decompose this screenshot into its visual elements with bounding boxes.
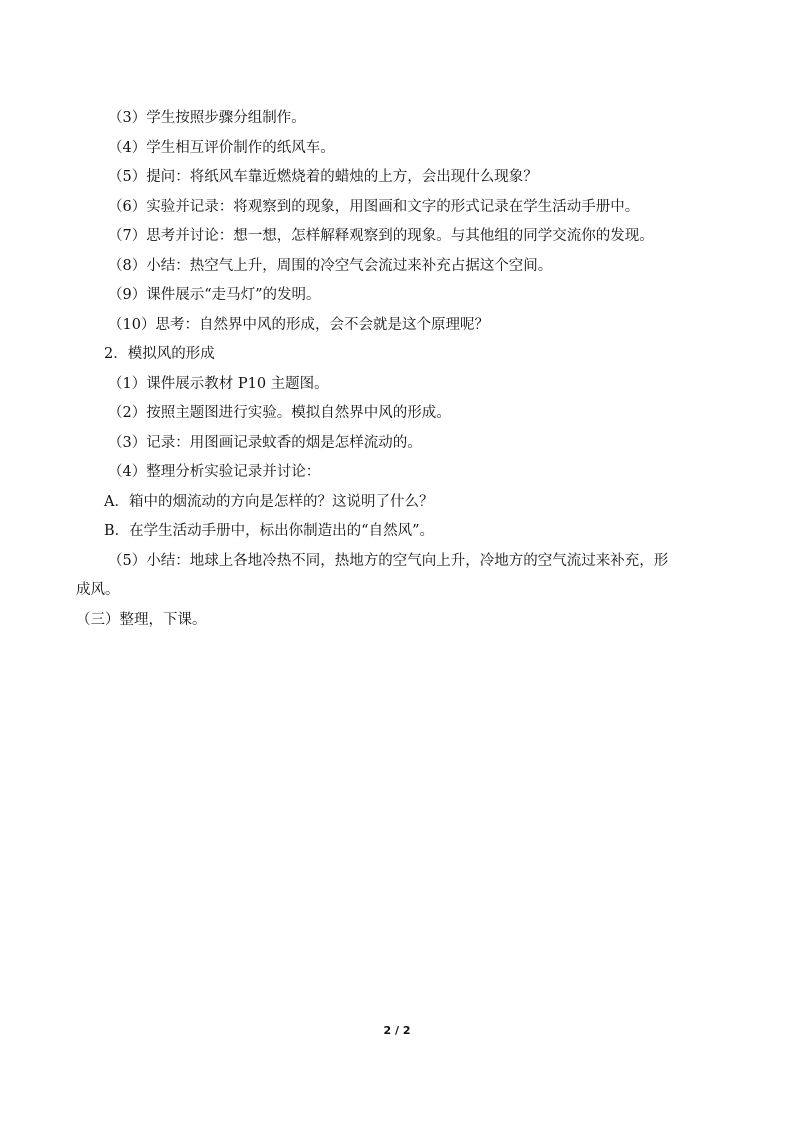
paragraph-step-7: （7）思考并讨论：想一想，怎样解释观察到的现象。与其他组的同学交流你的发现。 — [108, 228, 654, 244]
paragraph-sub-4: （4）整理分析实验记录并讨论： — [108, 464, 321, 480]
paragraph-item-a: A．箱中的烟流动的方向是怎样的？这说明了什么？ — [104, 493, 434, 510]
paragraph-sub-5-continued: 成风。 — [76, 582, 120, 598]
paragraph-step-8: （8）小结：热空气上升，周围的冷空气会流过来补充占据这个空间。 — [108, 257, 553, 274]
document-body — [76, 104, 726, 635]
paragraph-step-3: （3）学生按照步骤分组制作。 — [108, 110, 306, 126]
paragraph-sub-1: （1）课件展示教材 P10 主题图。 — [108, 375, 329, 392]
paragraph-item-b: B．在学生活动手册中，标出你制造出的“自然风”。 — [104, 523, 434, 539]
paragraph-step-9: （9）课件展示“走马灯”的发明。 — [108, 287, 321, 303]
section-heading-3: （三）整理，下课。 — [76, 611, 207, 628]
paragraph-sub-2: （2）按照主题图进行实验。模拟自然界中风的形成。 — [108, 405, 451, 421]
paragraph-step-5: （5）提问：将纸风车靠近燃烧着的蜡烛的上方，会出现什么现象？ — [108, 169, 538, 185]
paragraph-sub-5: （5）小结：地球上各地冷热不同，热地方的空气向上升，冷地方的空气流过来补充，形 — [108, 552, 669, 569]
paragraph-step-10: （10）思考：自然界中风的形成，会不会就是这个原理呢？ — [108, 316, 489, 333]
page-number: 2 / 2 — [383, 1024, 411, 1037]
paragraph-step-6: （6）实验并记录：将观察到的现象，用图画和文字的形式记录在学生活动手册中。 — [108, 198, 640, 215]
paragraph-step-4: （4）学生相互评价制作的纸风车。 — [108, 139, 335, 156]
section-heading-2: 2．模拟风的形成 — [104, 346, 215, 362]
paragraph-sub-3: （3）记录：用图画记录蚊香的烟是怎样流动的。 — [108, 434, 422, 451]
